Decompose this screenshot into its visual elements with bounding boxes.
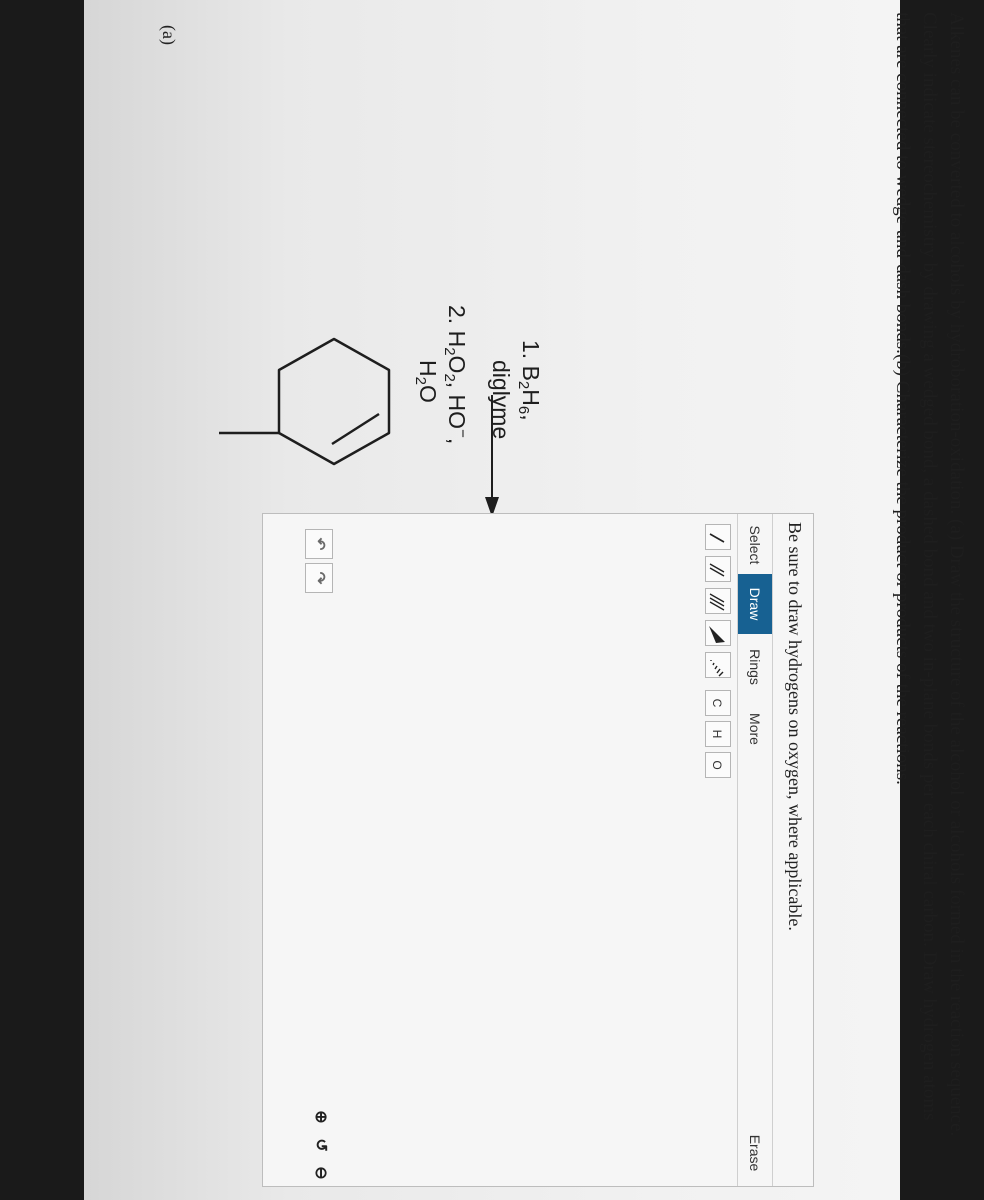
zoom-in-icon[interactable]: ⊕ [312, 1110, 329, 1124]
methylcyclohexene-structure [214, 330, 444, 480]
tab-rings[interactable]: Rings [747, 649, 763, 685]
reagent-step-1-solvent: diglyme [488, 360, 514, 440]
undo-icon[interactable]: ↶ [305, 529, 333, 559]
question-text: Alkenes can be converted to alcohols by hydroboration-oxidation. (a) Draw the structure of the alcohol or alcohols formed in the reaction sequence. Clearly indicate stereochemistry by drawing a wedged bond, a dashed bond and two in-plane bonds per each chiral carbon. Draw hydrogen atoms that are connected to wedge-and-dash bonds.(b) Characterize the product or products of the reactions. [892, 12, 967, 1137]
reagent-step-2: 2. $H_2O_2$, HO−, [441, 305, 471, 445]
reagent-step-1: 1. $B_2H_6$, [515, 340, 544, 421]
rotated-content [84, 0, 984, 1200]
redo-icon[interactable]: ↷ [305, 563, 333, 593]
tab-select[interactable]: Select [747, 525, 763, 565]
reagent-step-2-water: $H_2O$ [412, 360, 441, 403]
tab-draw[interactable]: Draw [738, 574, 772, 634]
wedge-bond-icon[interactable] [705, 620, 731, 646]
dash-bond-icon[interactable] [705, 652, 731, 678]
reaction-arrow [480, 395, 504, 520]
tab-more[interactable]: More [747, 713, 763, 745]
double-bond-icon[interactable] [705, 556, 731, 582]
editor-tab-bar [737, 514, 773, 1186]
atom-carbon-button[interactable]: C [705, 690, 731, 716]
tab-erase[interactable]: Erase [747, 1134, 763, 1172]
editor-instruction: Be sure to draw hydrogens on oxygen, where applicable. [785, 522, 805, 931]
single-bond-icon[interactable] [705, 524, 731, 550]
reset-view-icon[interactable]: ↺ [312, 1138, 329, 1152]
triple-bond-icon[interactable] [705, 588, 731, 614]
atom-hydrogen-button[interactable]: H [705, 721, 731, 747]
structure-editor[interactable] [262, 513, 814, 1187]
monitor-screen [84, 0, 967, 1200]
part-a-label: (a) [159, 25, 179, 45]
zoom-out-icon[interactable]: ⊖ [312, 1166, 329, 1180]
atom-oxygen-button[interactable]: O [705, 752, 731, 778]
